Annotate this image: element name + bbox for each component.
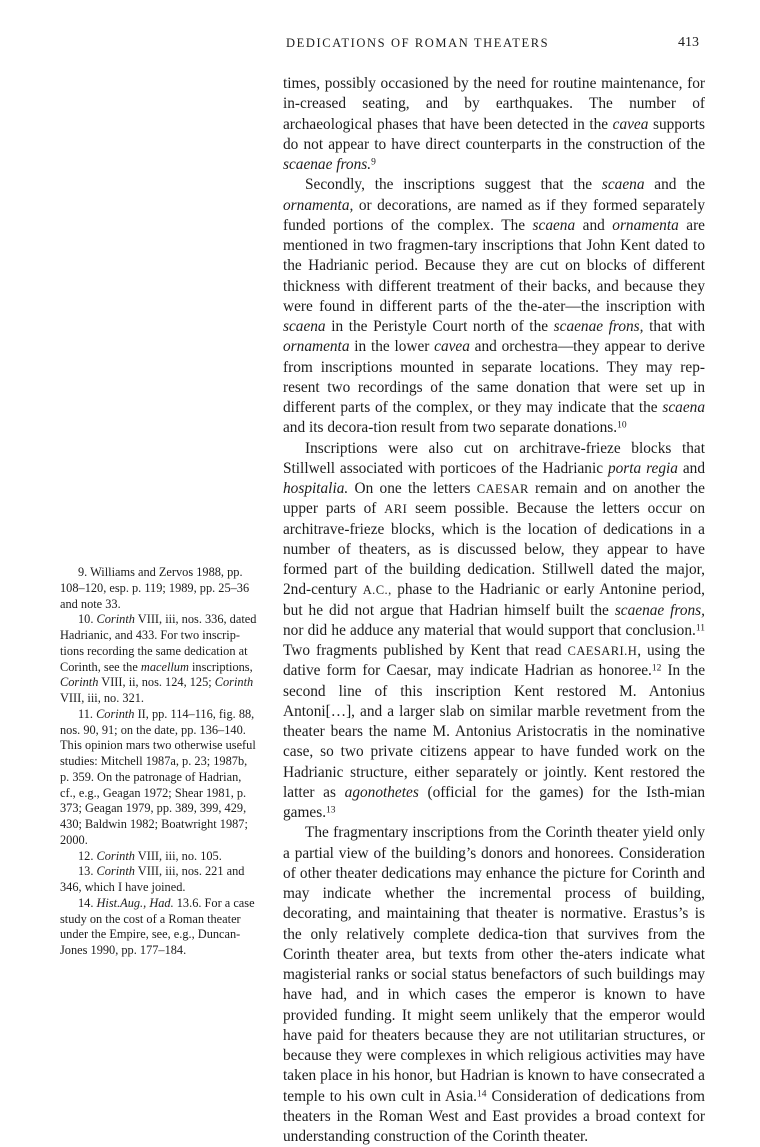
footnote-13: 13. Corinth VIII, iii, nos. 221 and 346, which I have joined. [60, 864, 245, 894]
footnote-ref-9[interactable]: 9 [371, 157, 376, 168]
footnote-ref-10[interactable]: 10 [617, 420, 627, 431]
footnote-ref-11[interactable]: 11 [695, 623, 705, 634]
page-number: 413 [678, 35, 699, 50]
footnote-ref-14[interactable]: 14 [476, 1089, 487, 1100]
footnote-11: 11. Corinth II, pp. 114–116, fig. 88, nos. 90, 91; on the date, pp. 136–140. This opinion mars two otherwise useful studies: Mitchell 1987a, p. 23; 1987b, p. 359. On the patronage of Hadrian, cf., e.g., Geagan 1972; Shear 1981, p. 373; Geagan 1979, pp. 389, 399, 429, 430; Baldwin 1982; Boatwright 1987; 2000. [60, 706, 256, 847]
footnote-9: 9. Williams and Zervos 1988, pp. 108–120, esp. p. 119; 1989, pp. 25–36 and note 33. [60, 565, 250, 611]
footnotes [60, 565, 257, 959]
footnote-12: 12. Corinth VIII, iii, no. 105. [78, 848, 222, 863]
running-header: DEDICATIONS OF ROMAN THEATERS [286, 36, 550, 50]
footnote-14: 14. Hist.Aug., Had. 13.6. For a case study on the cost of a Roman theater under the Empire, see, e.g., Duncan-Jones 1990, pp. 177–184. [60, 895, 255, 957]
footnote-10: 10. Corinth VIII, iii, nos. 336, dated Hadrianic, and 433. For two inscrip-tions recording the same dedication at Corinth, see the macellum inscriptions, Corinth VIII, ii, nos. 124, 125; Corinth VIII, iii, no. 321. [60, 612, 257, 705]
footnote-ref-13[interactable]: 13 [326, 805, 336, 816]
paragraph-1: times, possibly occasioned by the need for routine maintenance, for in-creased seating, and by earthquakes. The number of archaeological phases that have been detected in the cavea supports do not appear to have direct counterparts in the construction of the scaenae frons.$^9$ [283, 75, 705, 173]
paragraph-2: Secondly, the inscriptions suggest that the scaena and the ornamenta, or decorations, are named as if they formed separately funded portions of the complex. The scaena and ornamenta are mentioned in two fragmen-tary inscriptions that John Kent dated to the Hadrianic period. Because they are cut on blocks of different thickness with different treatment of their backs, and because they were found in different parts of the the-ater—the inscription with scaena in the Peristyle Court north of the scaenae frons, that with ornamenta in the lower cavea and orchestra—they appear to derive from inscriptions mounted in separate locations. They may rep-resent two recordings of the same donation that were set up in different parts of the complex, or they may indicate that the scaena and its decora-tion result from two separate donations.$^{10}$ [283, 176, 706, 437]
footnote-ref-12[interactable]: 12 [651, 663, 662, 674]
main-text [283, 74, 705, 1147]
paragraph-4: The fragmentary inscriptions from the Corinth theater yield only a partial view of the building’s donors and honorees. Consideration of other theater dedications may enhance the picture for Corinth and may indicate whether the incremental process of building, decorating, and maintaining that theater is normative. Erastus’s is the only relatively complete dedica-tion that survives from the Corinth theater area, but texts from other the-aters indicate what magisterial ranks or social status benefactors of such buildings may have had, and in which cases the emperor is known to have provided funding. It might seem unlikely that the emperor would have paid for theaters because they are not utilitarian structures, or because they were complexes in which religious activities may have taken place in his honor, but Hadrian is known to have consecrated a temple to his own cult in Asia.$^{14}$ Consideration of dedications from theaters in the Roman West and East provides a broad context for understanding construction of the Corinth theater. [283, 824, 705, 1145]
paragraph-3: Inscriptions were also cut on architrave-frieze blocks that Stillwell associated with porticoes of the Hadrianic porta regia and hospitalia. On one the letters CAESAR remain and on another the upper parts of ARI seem possible. Because the letters occur on architrave-frieze blocks, which is the location of dedications in a number of theaters, as is discussed below, they appear to have formed part of the building dedication. Stillwell dated the major, 2nd-century A.C., phase to the Hadrianic or early Antonine period, but he did not argue that Hadrian himself built the scaenae frons, nor did he adduce any material that would support that conclusion.$^{11}$ Two fragments published by Kent that read CAESARI.H, using the dative form for Caesar, may indicate Hadrian as honoree.$^{12}$ In the second line of this inscription Kent restored M. Antonius Antoni[…], and a larger slab on similar marble revetment from the theater bears the name M. Antonius Aristocratis in the nominative case, so two private citizens appear to have funded work on the Hadrianic structure, either separately or jointly. Kent restored the latter as agonothetes (official for the games) for the Isth-mian games.$^{13}$ [283, 439, 706, 821]
